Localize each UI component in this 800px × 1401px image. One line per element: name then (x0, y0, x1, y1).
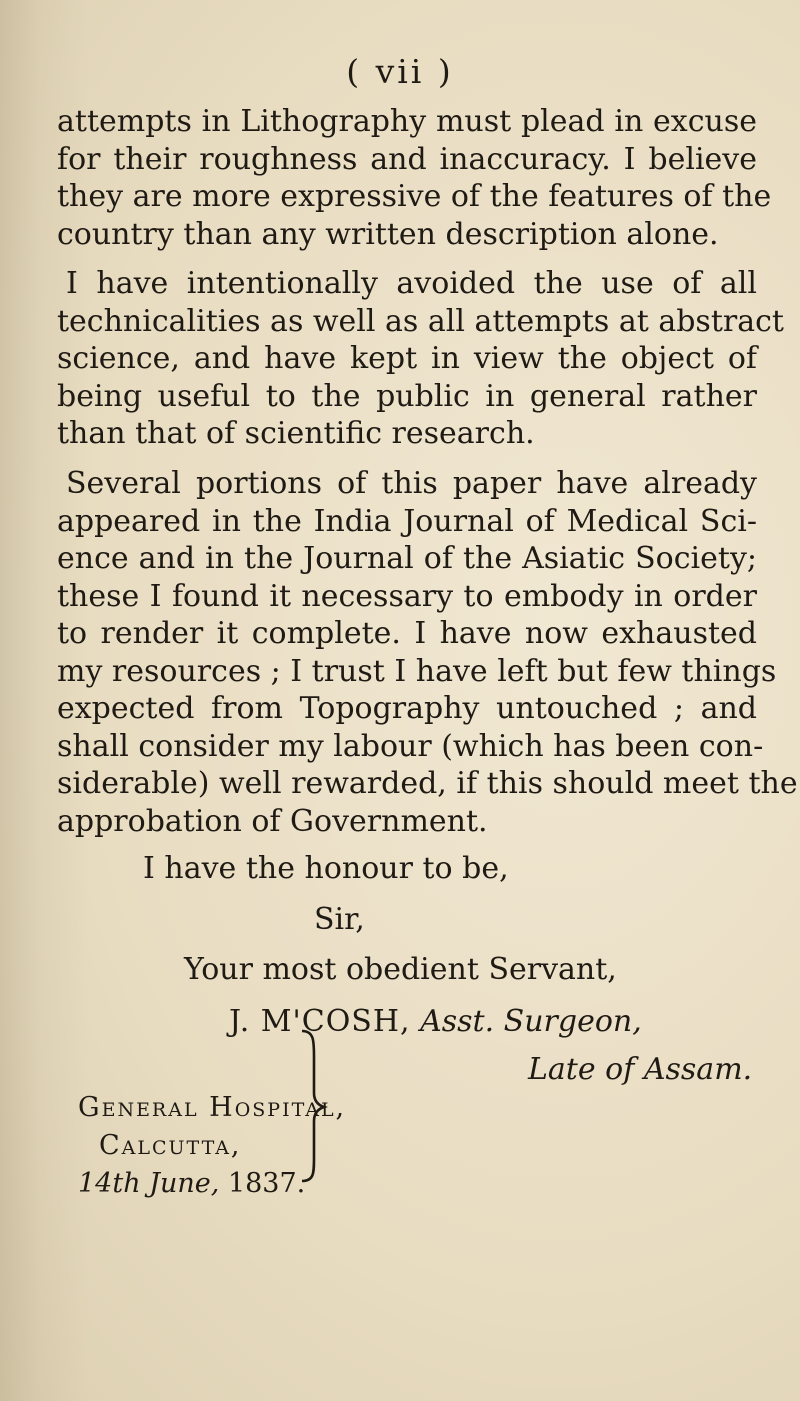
paragraph-3 (57, 465, 798, 840)
paragraph-line: attempts in Lithography must plead in excuse (57, 104, 757, 139)
signature-name: J. M'COSH, (229, 1004, 411, 1039)
paragraph-line: approbation of Government. (57, 803, 488, 839)
dateline-day: 14th June, (78, 1168, 220, 1199)
paragraph-line: I have intentionally avoided the use of all (66, 266, 757, 301)
paragraph-line: shall consider my labour (which has been con- (57, 728, 764, 764)
paragraph-line: expected from Topography untouched ; and (57, 691, 757, 726)
paragraph-line: than that of scientific research. (57, 416, 535, 451)
paragraph-line: siderable) well rewarded, if this should meet the (57, 766, 798, 801)
paragraph-line: being useful to the public in general rather (57, 378, 757, 414)
honour-line: I have the honour to be, (143, 851, 509, 886)
signature-late: Late of Assam. (528, 1052, 753, 1087)
valediction: Your most obedient Servant, (184, 952, 617, 987)
dateline-place-2: Calcutta, (99, 1130, 242, 1161)
dateline-year: 1837. (227, 1168, 306, 1199)
paragraph-line: they are more expressive of the features of the (57, 179, 772, 214)
dateline-place-1: General Hospital, (78, 1092, 347, 1123)
paragraph-line: country than any written description alone. (57, 216, 719, 252)
paragraph-1 (57, 103, 772, 253)
paragraph-line: ence and in the Journal of the Asiatic Society; (57, 541, 757, 576)
paragraph-line: science, and have kept in view the object of (57, 341, 757, 376)
paragraph-line: for their roughness and inaccuracy. I believe (57, 141, 757, 177)
paragraph-line: my resources ; I trust I have left but few things (57, 653, 777, 689)
signature (229, 1004, 642, 1039)
paragraph-line: to render it complete. I have now exhausted (57, 616, 757, 651)
paragraph-line: appeared in the India Journal of Medical Sci- (57, 503, 757, 539)
dateline-date (78, 1168, 305, 1199)
signature-title: Asst. Surgeon, (420, 1004, 642, 1039)
paragraph-line: Several portions of this paper have already (66, 466, 757, 501)
paragraph-line: technicalities as well as all attempts at abstract (57, 303, 784, 339)
paragraph-line: these I found it necessary to embody in order (57, 578, 757, 614)
paragraph-2 (57, 265, 784, 453)
running-head: ( vii ) (346, 52, 454, 91)
salutation: Sir, (314, 902, 365, 937)
curly-brace-icon (298, 1027, 328, 1185)
